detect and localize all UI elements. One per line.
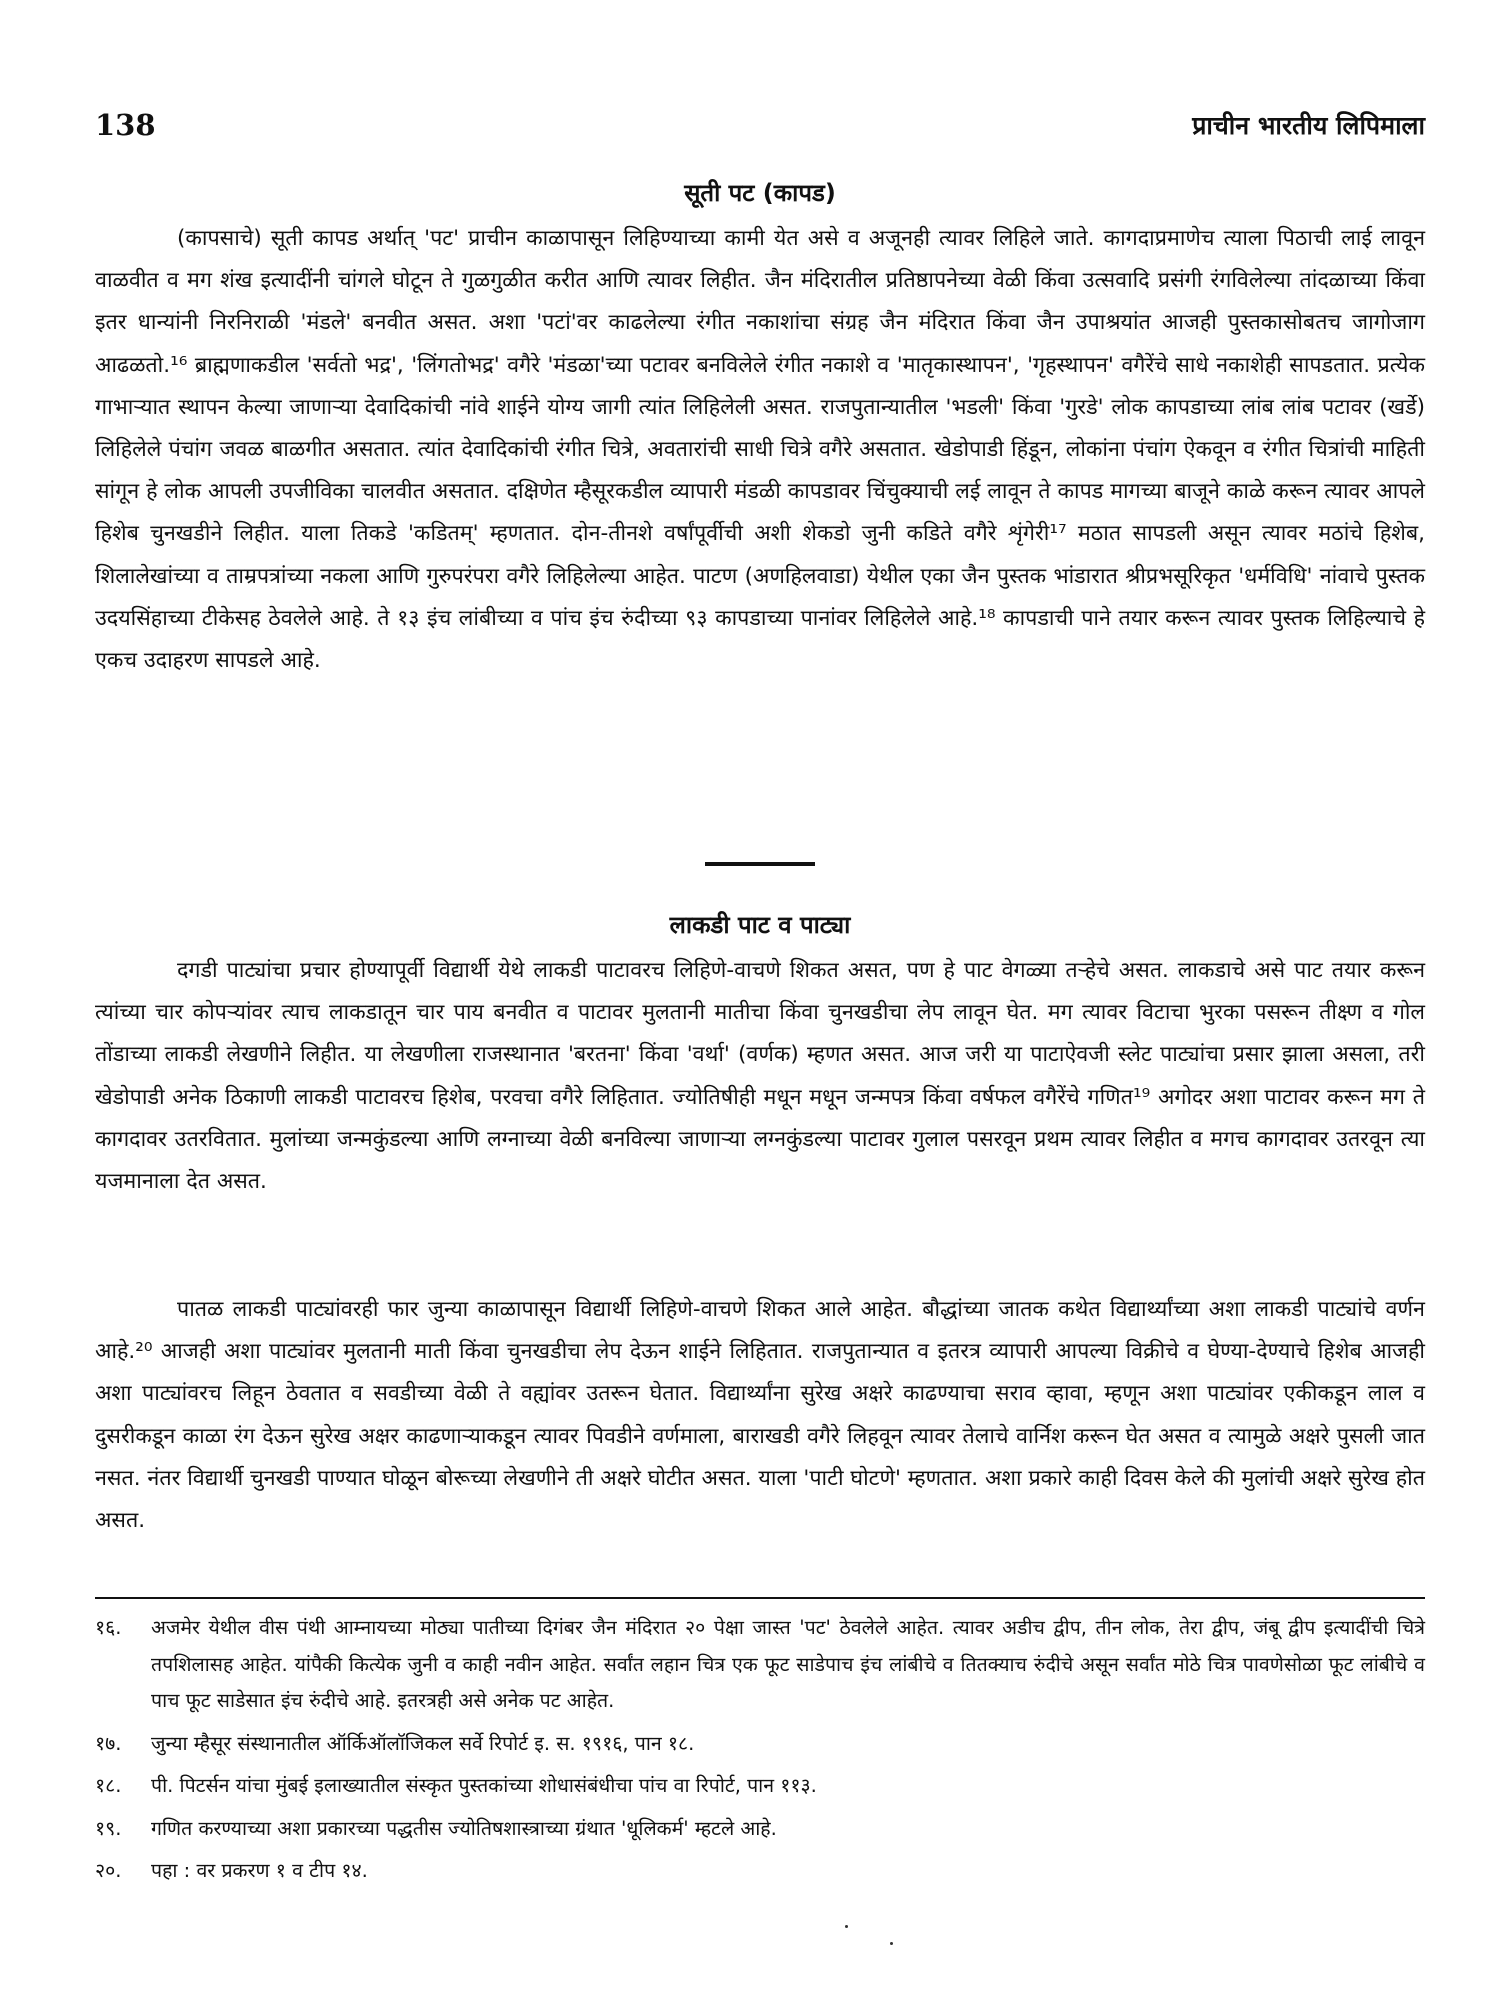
footnotes-list xyxy=(95,1610,1425,1896)
footnote xyxy=(95,1811,1425,1848)
footnote-number: १८. xyxy=(95,1774,122,1797)
footnote xyxy=(95,1768,1425,1805)
footnote-text: पहा : वर प्रकरण १ व टीप १४. xyxy=(151,1859,368,1882)
page-number: 138 xyxy=(95,108,156,142)
footnote-number: २०. xyxy=(95,1859,122,1882)
book-page xyxy=(95,0,1425,2000)
section-title-wooden-boards: लाकडी पाट व पाट्या xyxy=(669,911,851,939)
footnote-number: १६. xyxy=(95,1616,122,1639)
section-divider xyxy=(705,862,815,866)
section-paragraph: दगडी पाट्यांचा प्रचार होण्यापूर्वी विद्यार्थी येथे लाकडी पाटावरच लिहिणे-वाचणे शिकत असत, पण हे पाट वेगळ्या तऱ्हेचे असत. लाकडाचे असे पाट तयार करून त्यांच्या चार कोपऱ्यांवर त्याच लाकडातून चार पाय बनवीत व पाटावर मुलतानी मातीचा किंवा चुनखडीचा लेप लावून घेत. मग त्यावर विटाचा भुरका पसरून तीक्ष्ण व गोल तोंडाच्या लाकडी लेखणीने लिहीत. या लेखणीला राजस्थानात 'बरतना' किंवा 'वर्था' (वर्णक) म्हणत असत. आज जरी या पाटाऐवजी स्लेट पाट्यांचा प्रसार झाला असला, तरी खेडोपाडी अनेक ठिकाणी लाकडी पाटावरच हिशेब, परवचा वगैरे लिहितात. ज्योतिषीही मधून मधून जन्मपत्र किंवा वर्षफल वगैरेंचे गणित¹⁹ अगोदर अशा पाटावर करून मग ते कागदावर उतरवितात. मुलांच्या जन्मकुंडल्या आणि लग्नाच्या वेळी बनविल्या जाणाऱ्या लग्नकुंडल्या पाटावर गुलाल पसरवून प्रथम त्यावर लिहीत व मगच कागदावर उतरवून त्या यजमानाला देत असत. xyxy=(95,958,1426,1195)
scan-speck xyxy=(845,1925,848,1928)
footnote xyxy=(95,1853,1425,1890)
book-title: प्राचीन भारतीय लिपिमाला xyxy=(1192,111,1425,140)
section-paragraph: पातळ लाकडी पाट्यांवरही फार जुन्या काळापासून विद्यार्थी लिहिणे-वाचणे शिकत आले आहेत. बौद्धांच्या जातक कथेत विद्यार्थ्यांच्या अशा लाकडी पाट्यांचे वर्णन आहे.²⁰ आजही अशा पाट्यांवर मुलतानी माती किंवा चुनखडीचा लेप देऊन शाईने लिहितात. राजपुतान्यात व इतरत्र व्यापारी आपल्या विक्रीचे व घेण्या-देण्याचे हिशेब आजही अशा पाट्यांवरच लिहून ठेवतात व सवडीच्या वेळी ते वह्यांवर उतरून घेतात. विद्यार्थ्यांना सुरेख अक्षरे काढण्याचा सराव व्हावा, म्हणून अशा पाट्यांवर एकीकडून लाल व दुसरीकडून काळा रंग देऊन सुरेख अक्षर काढणाऱ्याकडून त्यावर पिवडीने वर्णमाला, बाराखडी वगैरे लिहवून त्यावर तेलाचे वार्निश करून घेत असत व त्यामुळे अक्षरे पुसली जात नसत. नंतर विद्यार्थी चुनखडी पाण्यात घोळून बोरूच्या लेखणीने ती अक्षरे घोटीत असत. याला 'पाटी घोटणे' म्हणतात. अशा प्रकारे काही दिवस केले की मुलांची अक्षरे सुरेख होत असत. xyxy=(95,1297,1425,1534)
footnote xyxy=(95,1726,1425,1763)
footnote-text: गणित करण्याच्या अशा प्रकारच्या पद्धतीस ज्योतिषशास्त्राच्या ग्रंथात 'धूलिकर्म' म्हटले आहे. xyxy=(151,1816,777,1840)
section-paragraph: (कापसाचे) सूती कापड अर्थात् 'पट' प्राचीन काळापासून लिहिण्याच्या कामी येत असे व अजूनही त्यावर लिहिले जाते. कागदाप्रमाणेच त्याला पिठाची लाई लावून वाळवीत व मग शंख इत्यादींनी चांगले घोटून ते गुळगुळीत करीत आणि त्यावर लिहीत. जैन मंदिरातील प्रतिष्ठापनेच्या वेळी किंवा उत्सवादि प्रसंगी रंगविलेल्या तांदळाच्या किंवा इतर धान्यांनी निरनिराळी 'मंडले' बनवीत असत. अशा 'पटां'वर काढलेल्या रंगीत नकाशांचा संग्रह जैन मंदिरात किंवा जैन उपाश्रयांत आजही पुस्तकासोबतच जागोजाग आढळतो.¹⁶ ब्राह्मणाकडील 'सर्वतो भद्र', 'लिंगतोभद्र' वगैरे 'मंडळा'च्या पटावर बनविलेले रंगीत नकाशे व 'मातृकास्थापन', 'गृहस्थापन' वगैरेंचे साधे नकाशेही सापडतात. प्रत्येक गाभाऱ्यात स्थापन केल्या जाणाऱ्या देवादिकांची नांवे शाईने योग्य जागी त्यांत लिहिलेली असत. राजपुतान्यातील 'भडली' किंवा 'गुरडे' लोक कापडाच्या लांब लांब पटावर (खर्डे) लिहिलेले पंचांग जवळ बाळगीत असतात. त्यांत देवादिकांची रंगीत चित्रे, अवतारांची साधी चित्रे वगैरे असतात. खेडोपाडी हिंडून, लोकांना पंचांग ऐकवून व रंगीत चित्रांची माहिती सांगून हे लोक आपली उपजीविका चालवीत असतात. दक्षिणेत म्हैसूरकडील व्यापारी मंडळी कापडावर चिंचुक्याची लई लावून ते कापड मागच्या बाजूने काळे करून त्यावर आपले हिशेब चुनखडीने लिहीत. याला तिकडे 'कडितम्' म्हणतात. दोन-तीनशे वर्षांपूर्वीची अशी शेकडो जुनी कडिते वगैरे शृंगेरी¹⁷ मठात सापडली असून त्यावर मठांचे हिशेब, शिलालेखांच्या व ताम्रपत्रांच्या नकला आणि गुरुपरंपरा वगैरे लिहिलेल्या आहेत. पाटण (अणहिलवाडा) येथील एका जैन पुस्तक भांडारात श्रीप्रभसूरिकृत 'धर्मविधि' नांवाचे पुस्तक उदयसिंहाच्या टीकेसह ठेवलेले आहे. ते १३ इंच लांबीच्या व पांच इंच रुंदीच्या ९३ कापडाच्या पानांवर लिहिलेले आहे.¹⁸ कापडाची पाने तयार करून त्यावर पुस्तक लिहिल्याचे हे एकच उदाहरण सापडले आहे. xyxy=(95,226,1425,674)
footnote-text: पी. पिटर्सन यांचा मुंबई इलाख्यातील संस्कृत पुस्तकांच्या शोधासंबंधीचा पांच वा रिपोर्ट, पान ११३. xyxy=(151,1774,817,1797)
footnote-number: १९. xyxy=(95,1816,122,1840)
footnote xyxy=(95,1610,1425,1720)
footnote-divider xyxy=(95,1597,1425,1599)
footnote-text: अजमेर येथील वीस पंथी आम्नायच्या मोठ्या पातीच्या दिगंबर जैन मंदिरात २० पेक्षा जास्त 'पट' ठेवलेले आहेत. त्यावर अडीच द्वीप, तीन लोक, तेरा द्वीप, जंबू द्वीप इत्यादींची चित्रे तपशिलासह आहेत. यांपैकी कित्येक जुनी व काही नवीन आहेत. सर्वांत लहान चित्र एक फूट साडेपाच इंच लांबीचे व तितक्याच रुंदीचे असून सर्वांत मोठे चित्र पावणेसोळा फूट लांबीचे व पाच फूट साडेसात इंच रुंदीचे आहे. इतरत्रही असे अनेक पट आहेत. xyxy=(151,1616,1425,1712)
section-title-cotton-cloth: सूती पट (कापड) xyxy=(684,179,836,207)
running-head xyxy=(95,108,1425,148)
scan-speck xyxy=(890,1942,893,1945)
footnote-text: जुन्या म्हैसूर संस्थानातील ऑर्किऑलॉजिकल सर्वे रिपोर्ट इ. स. १९१६, पान १८. xyxy=(151,1731,695,1755)
footnote-number: १७. xyxy=(95,1731,122,1755)
